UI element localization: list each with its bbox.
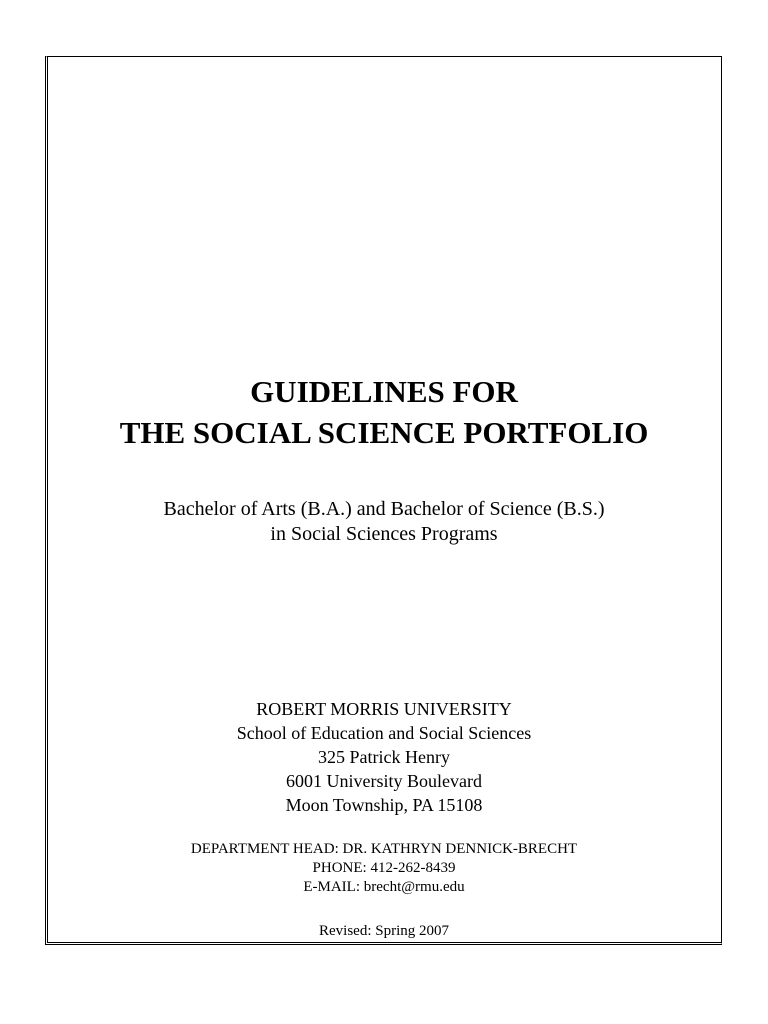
institution-address bbox=[0, 697, 768, 817]
revision-date: Revised: Spring 2007 bbox=[319, 923, 449, 939]
document-subtitle bbox=[0, 497, 768, 547]
school-name: School of Education and Social Sciences bbox=[236, 723, 532, 743]
subtitle-line-2: in Social Sciences Programs bbox=[270, 523, 498, 545]
department-head: DEPARTMENT HEAD: DR. KATHRYN DENNICK-BRECHT bbox=[190, 841, 578, 857]
contact-block bbox=[0, 840, 768, 897]
subtitle-line-1: Bachelor of Arts (B.A.) and Bachelor of Science (B.S.) bbox=[163, 498, 605, 520]
email-address: E-MAIL: brecht@rmu.edu bbox=[303, 879, 465, 895]
title-line-2: THE SOCIAL SCIENCE PORTFOLIO bbox=[119, 415, 649, 450]
room-address: 325 Patrick Henry bbox=[318, 747, 450, 767]
street-address: 6001 University Boulevard bbox=[286, 771, 482, 791]
phone-number: PHONE: 412-262-8439 bbox=[312, 860, 456, 876]
city-address: Moon Township, PA 15108 bbox=[285, 795, 483, 815]
title-line-1: GUIDELINES FOR bbox=[250, 374, 518, 409]
university-name: ROBERT MORRIS UNIVERSITY bbox=[256, 699, 512, 719]
document-title bbox=[0, 371, 768, 453]
